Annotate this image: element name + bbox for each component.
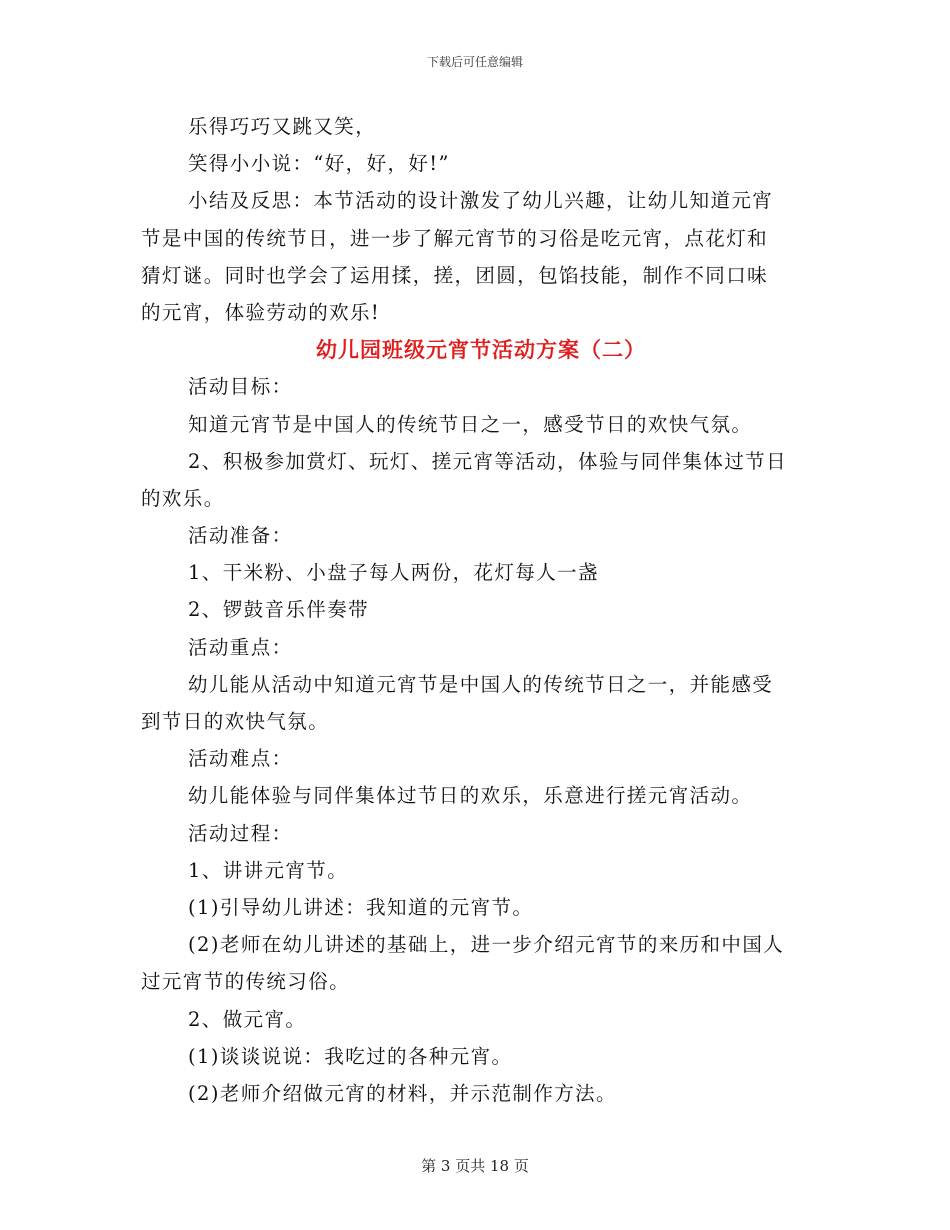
text-line: 过元宵节的传统习俗。 bbox=[141, 970, 351, 994]
page-header: 下载后可任意编辑 bbox=[426, 55, 523, 69]
text-line: 幼儿能从活动中知道元宵节是中国人的传统节日之一，并能感受 bbox=[188, 672, 774, 696]
text-line: 笑得小小说：“好，好，好!” bbox=[188, 152, 450, 176]
text-line: 幼儿能体验与同伴集体过节日的欢乐，乐意进行搓元宵活动。 bbox=[188, 784, 753, 808]
text-line: (2)老师在幼儿讲述的基础上，进一步介绍元宵节的来历和中国人 bbox=[188, 933, 785, 957]
text-line: 节是中国的传统节日，进一步了解元宵节的习俗是吃元宵，点花灯和 bbox=[141, 226, 769, 250]
text-line: 活动目标： bbox=[188, 375, 293, 399]
text-line: 猜灯谜。同时也学会了运用揉，搓，团圆，包馅技能，制作不同口味 bbox=[141, 263, 769, 287]
section-paragraphs-after bbox=[141, 368, 821, 1112]
text-line: 到节日的欢快气氛。 bbox=[141, 710, 330, 733]
text-line: 2、积极参加赏灯、玩灯、搓元宵等活动，体验与同伴集体过节日 bbox=[188, 449, 788, 473]
section-paragraphs-before bbox=[141, 108, 821, 331]
text-line: 小结及反思：本节活动的设计激发了幼儿兴趣，让幼儿知道元宵 bbox=[188, 189, 774, 213]
text-line: 1、讲讲元宵节。 bbox=[188, 858, 349, 882]
page-footer: 第 3 页共 18 页 bbox=[421, 1157, 529, 1175]
text-line: 2、锣鼓音乐伴奏带 bbox=[188, 598, 370, 622]
document-body bbox=[141, 108, 821, 1112]
section-title: 幼儿园班级元宵节活动方案（二） bbox=[316, 337, 646, 363]
text-line: 的欢乐。 bbox=[141, 486, 225, 510]
text-line: (2)老师介绍做元宵的材料，并示范制作方法。 bbox=[188, 1081, 617, 1105]
text-line: (1)引导幼儿讲述：我知道的元宵节。 bbox=[188, 895, 534, 919]
text-line: 1、干米粉、小盘子每人两份，花灯每人一盏 bbox=[188, 561, 599, 585]
text-line: (1)谈谈说说：我吃过的各种元宵。 bbox=[188, 1044, 513, 1068]
text-line: 活动难点： bbox=[188, 747, 293, 771]
text-line: 2、做元宵。 bbox=[188, 1007, 307, 1031]
text-line: 知道元宵节是中国人的传统节日之一，感受节日的欢快气氛。 bbox=[188, 412, 753, 436]
text-line: 的元宵，体验劳动的欢乐! bbox=[141, 300, 381, 324]
text-line: 活动重点： bbox=[188, 635, 293, 659]
text-line: 活动过程： bbox=[188, 821, 293, 845]
text-line: 乐得巧巧又跳又笑， bbox=[188, 115, 377, 138]
text-line: 活动准备： bbox=[188, 524, 293, 548]
